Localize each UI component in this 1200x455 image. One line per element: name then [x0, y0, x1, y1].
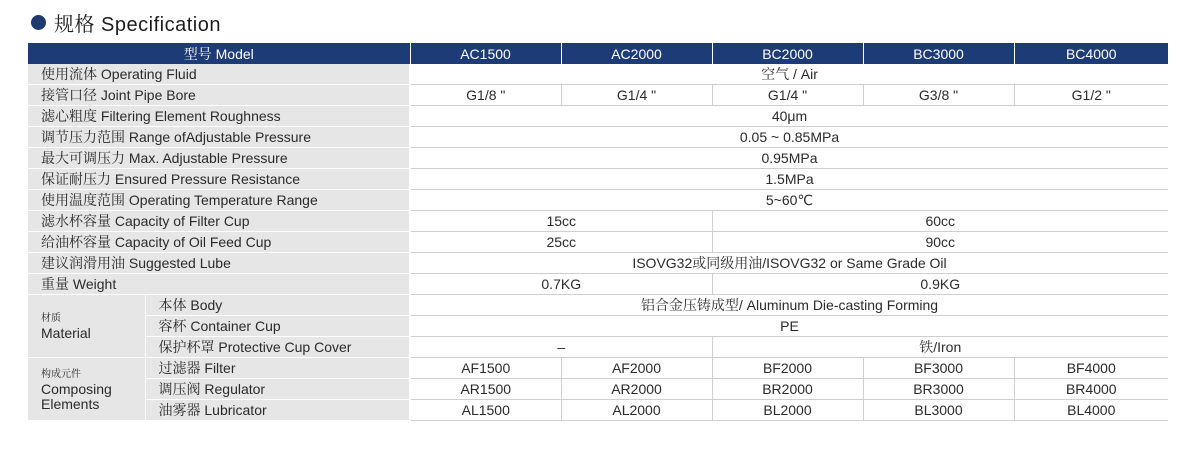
- table-row: [28, 337, 1168, 358]
- container-cup-value: PE: [410, 316, 1168, 337]
- lubricator-value: BL2000: [712, 400, 863, 421]
- table-row: [28, 169, 1168, 190]
- composing-label-en-2: Elements: [41, 395, 100, 412]
- material-label-en: Material: [41, 325, 91, 341]
- body-value: 铝合金压铸成型/ Aluminum Die-casting Forming: [410, 295, 1168, 316]
- table-row: [28, 253, 1168, 274]
- ensured-pressure-label: 保证耐压力 Ensured Pressure Resistance: [28, 169, 410, 190]
- pipe-bore-value: G1/2 ": [1014, 85, 1168, 106]
- table-header-row: [28, 43, 1168, 64]
- weight-value-bc: 0.9KG: [712, 274, 1168, 295]
- filtering-label: 滤心粗度 Filtering Element Roughness: [28, 106, 410, 127]
- regulator-label: 调压阀 Regulator: [145, 379, 410, 400]
- composing-label-en-1: Composing: [41, 380, 112, 397]
- lubricator-value: AL2000: [561, 400, 712, 421]
- regulator-value: BR4000: [1014, 379, 1168, 400]
- table-row: [28, 358, 1168, 379]
- max-pressure-value: 0.95MPa: [410, 148, 1168, 169]
- temperature-label: 使用温度范围 Operating Temperature Range: [28, 190, 410, 211]
- table-row: [28, 400, 1168, 421]
- filter-cup-value-ac: 15cc: [410, 211, 712, 232]
- lubricator-value: BL3000: [863, 400, 1014, 421]
- max-pressure-label: 最大可调压力 Max. Adjustable Pressure: [28, 148, 410, 169]
- fluid-label: 使用流体 Operating Fluid: [28, 64, 410, 85]
- oil-cup-label: 给油杯容量 Capacity of Oil Feed Cup: [28, 232, 410, 253]
- lube-label: 建议润滑用油 Suggested Lube: [28, 253, 410, 274]
- material-group-label: [28, 295, 145, 358]
- table-row: [28, 274, 1168, 295]
- filter-value: BF4000: [1014, 358, 1168, 379]
- ensured-pressure-value: 1.5MPa: [410, 169, 1168, 190]
- regulator-value: BR3000: [863, 379, 1014, 400]
- table-row: [28, 127, 1168, 148]
- lubricator-value: BL4000: [1014, 400, 1168, 421]
- temperature-value: 5~60℃: [410, 190, 1168, 211]
- filter-cup-label: 滤水杯容量 Capacity of Filter Cup: [28, 211, 410, 232]
- pipe-bore-value: G3/8 ": [863, 85, 1014, 106]
- table-row: [28, 316, 1168, 337]
- weight-value-ac: 0.7KG: [410, 274, 712, 295]
- oil-cup-value-bc: 90cc: [712, 232, 1168, 253]
- model-header-bc3000: BC3000: [863, 43, 1014, 64]
- lubricator-value: AL1500: [410, 400, 561, 421]
- section-title: 规格 Specification: [54, 13, 221, 36]
- pipe-bore-label: 接管口径 Joint Pipe Bore: [28, 85, 410, 106]
- lubricator-label: 油雾器 Lubricator: [145, 400, 410, 421]
- model-header-bc4000: BC4000: [1014, 43, 1168, 64]
- model-header-ac1500: AC1500: [410, 43, 561, 64]
- pipe-bore-value: G1/4 ": [561, 85, 712, 106]
- filter-label: 过滤器 Filter: [145, 358, 410, 379]
- table-row: [28, 148, 1168, 169]
- material-label-cn: 材质: [41, 313, 61, 324]
- filter-cup-value-bc: 60cc: [712, 211, 1168, 232]
- filter-value: AF1500: [410, 358, 561, 379]
- model-header-ac2000: AC2000: [561, 43, 712, 64]
- cup-cover-value-ac: –: [410, 337, 712, 358]
- filter-value: AF2000: [561, 358, 712, 379]
- pressure-range-value: 0.05 ~ 0.85MPa: [410, 127, 1168, 148]
- table-row: [28, 85, 1168, 106]
- weight-label: 重量 Weight: [28, 274, 410, 295]
- cup-cover-label: 保护杯罩 Protective Cup Cover: [145, 337, 410, 358]
- regulator-value: AR1500: [410, 379, 561, 400]
- table-row: [28, 190, 1168, 211]
- pipe-bore-value: G1/8 ": [410, 85, 561, 106]
- pressure-range-label: 调节压力范围 Range ofAdjustable Pressure: [28, 127, 410, 148]
- filter-value: BF2000: [712, 358, 863, 379]
- regulator-value: BR2000: [712, 379, 863, 400]
- table-row: [28, 295, 1168, 316]
- table-row: [28, 106, 1168, 127]
- table-row: [28, 211, 1168, 232]
- model-header: 型号 Model: [28, 43, 410, 64]
- composing-label-cn: 构成元件: [41, 368, 81, 380]
- table-row: [28, 232, 1168, 253]
- composing-group-label: [28, 358, 145, 421]
- regulator-value: AR2000: [561, 379, 712, 400]
- body-label: 本体 Body: [145, 295, 410, 316]
- cup-cover-value-bc: 铁/Iron: [712, 337, 1168, 358]
- specification-table: [28, 43, 1168, 421]
- filter-value: BF3000: [863, 358, 1014, 379]
- table-row: [28, 64, 1168, 85]
- container-cup-label: 容杯 Container Cup: [145, 316, 410, 337]
- model-header-bc2000: BC2000: [712, 43, 863, 64]
- lube-value: ISOVG32或同级用油/ISOVG32 or Same Grade Oil: [410, 253, 1168, 274]
- fluid-value: 空气 / Air: [410, 64, 1168, 85]
- filtering-value: 40μm: [410, 106, 1168, 127]
- pipe-bore-value: G1/4 ": [712, 85, 863, 106]
- section-heading: [31, 10, 221, 34]
- bullet-dot-icon: [31, 15, 46, 30]
- oil-cup-value-ac: 25cc: [410, 232, 712, 253]
- table-row: [28, 379, 1168, 400]
